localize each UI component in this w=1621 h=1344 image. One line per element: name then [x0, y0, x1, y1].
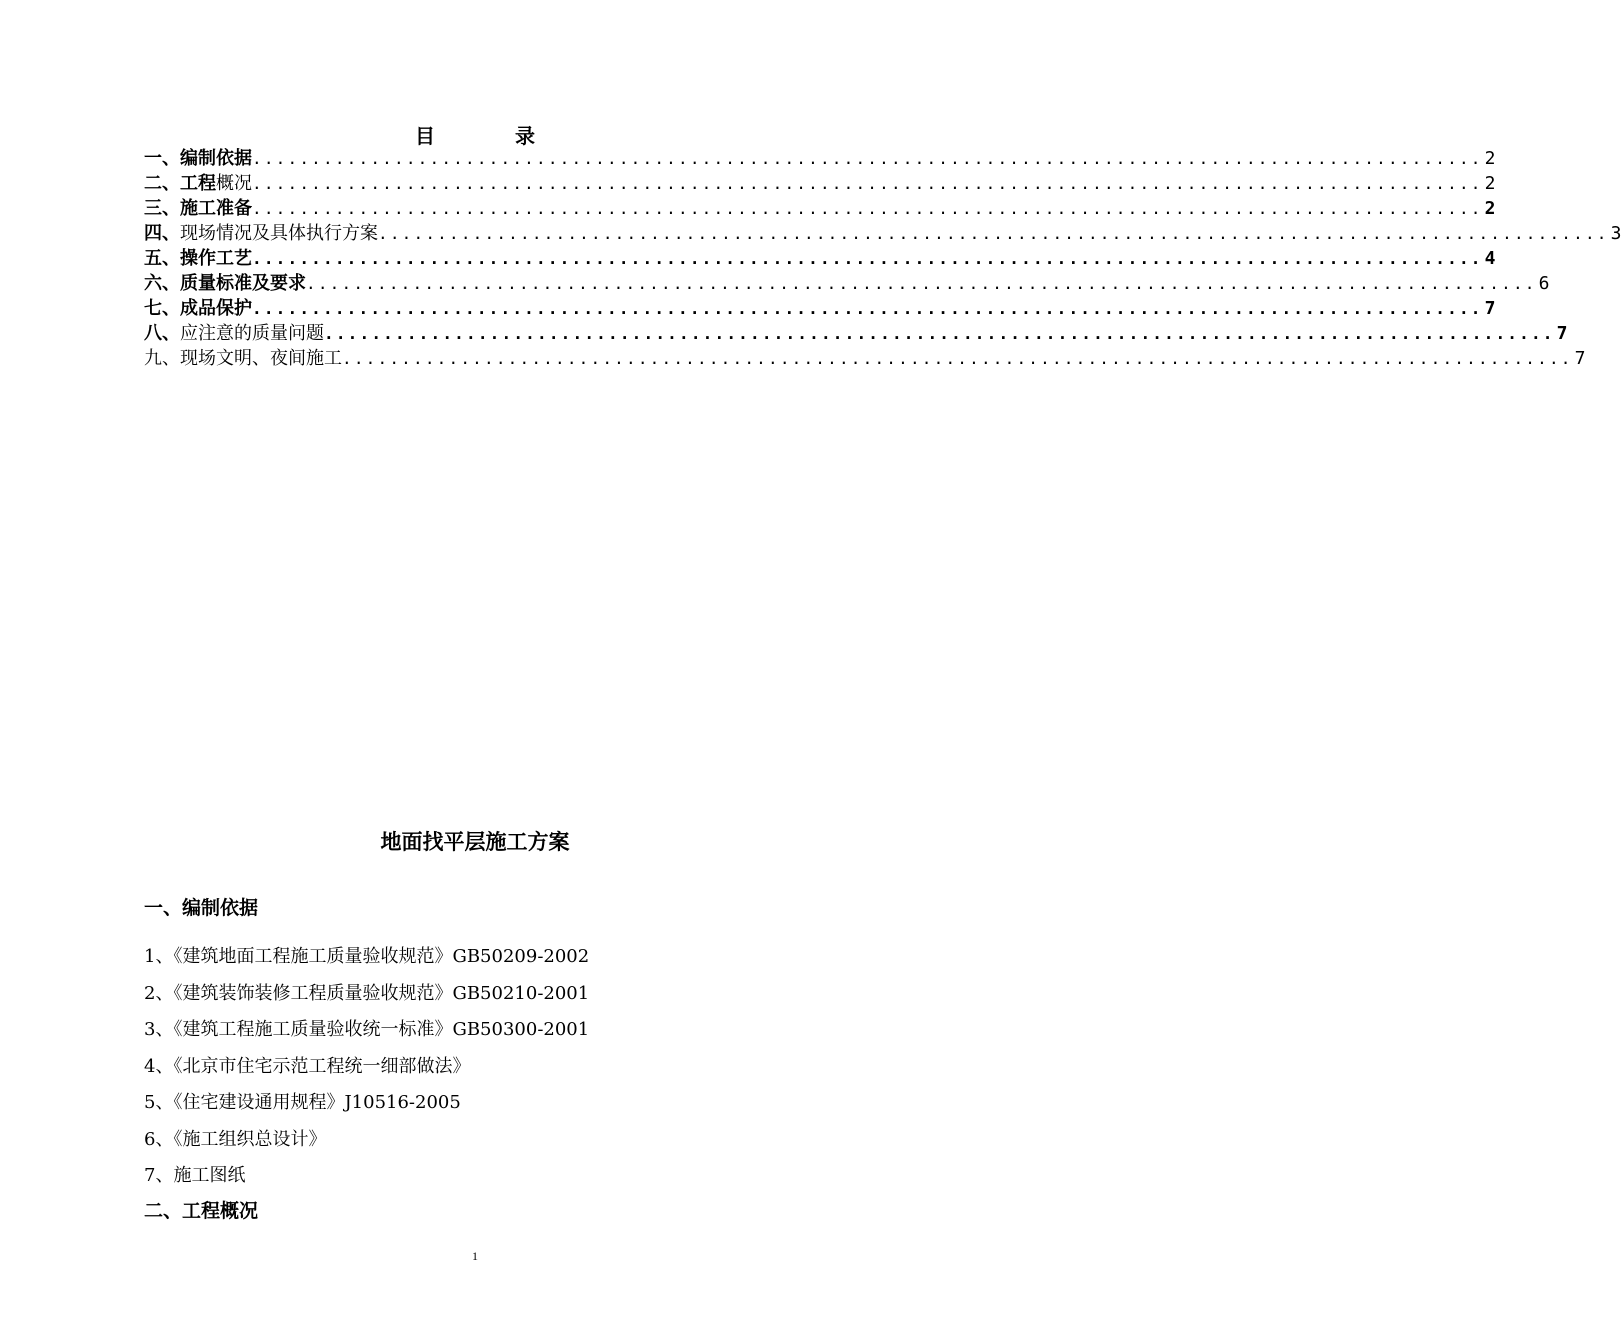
toc-entry[interactable]: [144, 146, 1496, 171]
toc-leader-dots: ........................................................................................................: [252, 149, 1483, 168]
toc-entry[interactable]: [144, 246, 1496, 271]
toc-entry-number: 四、: [144, 223, 180, 244]
toc-entry-label: 现场情况及具体执行方案: [180, 223, 378, 244]
toc-entry-page: 6: [1538, 273, 1550, 294]
toc-entry-number: 六、: [144, 273, 180, 294]
toc-entry-page: 7: [1484, 298, 1496, 319]
toc-entry-label-rest: 概况: [216, 173, 252, 194]
toc-leader-dots: ........................................................................................................: [324, 324, 1555, 343]
toc-leader-dots: ........................................................................................................: [252, 249, 1483, 268]
toc-entry[interactable]: [144, 271, 1550, 296]
toc-entry-page: 2: [1484, 148, 1496, 169]
toc-title-right: 录: [515, 124, 535, 148]
toc-entry[interactable]: [144, 321, 1568, 346]
toc-entry[interactable]: [144, 296, 1496, 321]
toc-entry-label: 操作工艺: [180, 248, 252, 269]
toc-entry-page: 3: [1610, 223, 1621, 244]
toc-entry-page: 2: [1484, 173, 1496, 194]
reference-item: 2、《建筑装饰装修工程质量验收规范》GB50210-2001: [144, 982, 590, 1004]
section-heading-overview: 二、工程概况: [144, 1200, 259, 1222]
toc-entry-label: 现场文明、夜间施工: [180, 348, 342, 369]
toc-leader-dots: ........................................................................................................: [306, 274, 1537, 293]
toc-entry-page: 4: [1484, 248, 1496, 269]
toc-entry-label: 质量标准及要求: [180, 273, 306, 294]
toc-entry[interactable]: [144, 346, 1586, 371]
page-number: 1: [472, 1249, 478, 1263]
toc-entry-number: 八、: [144, 323, 180, 344]
toc-entry-label-bold: 工程: [180, 173, 216, 194]
section-heading-basis: 一、编制依据: [144, 897, 259, 919]
toc-leader-dots: ........................................................................................................: [342, 349, 1573, 368]
toc-leader-dots: ........................................................................................................: [252, 299, 1483, 318]
toc-title: [0, 120, 950, 149]
table-of-contents: [144, 146, 1621, 371]
toc-entry-page: 7: [1556, 323, 1568, 344]
toc-leader-dots: ........................................................................................................: [252, 199, 1483, 218]
document-title: 地面找平层施工方案: [380, 830, 570, 854]
toc-entry[interactable]: [144, 221, 1621, 246]
toc-title-left: 目: [415, 124, 435, 148]
toc-entry-label: 成品保护: [180, 298, 252, 319]
toc-entry-label: 施工准备: [180, 198, 252, 219]
toc-entry-number: 五、: [144, 248, 180, 269]
toc-entry-label: 应注意的质量问题: [180, 323, 324, 344]
toc-leader-dots: ........................................................................................................: [252, 174, 1483, 193]
toc-entry-page: 7: [1574, 348, 1586, 369]
toc-entry[interactable]: [144, 196, 1496, 221]
toc-entry-number: 一、: [144, 148, 180, 169]
toc-entry-label: 编制依据: [180, 148, 252, 169]
toc-entry-number: 九、: [144, 348, 180, 369]
reference-item: 7、施工图纸: [144, 1165, 246, 1186]
toc-leader-dots: ........................................................................................................: [378, 224, 1609, 243]
toc-entry-number: 三、: [144, 198, 180, 219]
toc-entry-page: 2: [1484, 198, 1496, 219]
toc-entry-number: 七、: [144, 298, 180, 319]
reference-item: 3、《建筑工程施工质量验收统一标准》GB50300-2001: [144, 1019, 590, 1040]
toc-entry-number: 二、: [144, 173, 180, 194]
reference-item: 6、《施工组织总设计》: [144, 1128, 327, 1150]
reference-item: 1、《建筑地面工程施工质量验收规范》GB50209-2002: [144, 946, 590, 967]
reference-item: 5、《住宅建设通用规程》J10516-2005: [144, 1092, 461, 1113]
reference-item: 4、《北京市住宅示范工程统一细部做法》: [144, 1055, 471, 1077]
reference-list: [144, 944, 589, 1200]
toc-entry[interactable]: [144, 171, 1496, 196]
